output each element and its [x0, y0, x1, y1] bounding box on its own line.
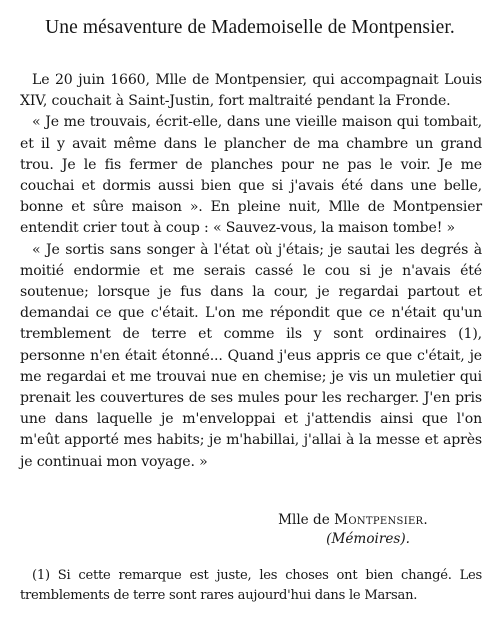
paragraph-intro: Le 20 juin 1660, Mlle de Montpensier, qui accompagnait Louis XIV, couchait à Saint-Justin, fort maltraité pendant la Fronde. — [20, 72, 482, 110]
paragraph-quote-1: « Je me trouvais, écrit-elle, dans une vieille maison qui tombait, et il y avait même dans le plancher de ma chambre un grand trou. Je le fis fermer de planches pour ne pas le voir. Je me couchai et dormis aussi bien que si j'avais été dans une belle, bonne et sûre maison ». En pleine nuit, Mlle de Montpensier entendit crier tout à coup : « Sauvez-vous, la maison tombe! » — [20, 114, 482, 237]
signature-prefix: Mlle de — [278, 512, 335, 528]
paragraph-quote-2: « Je sortis sans songer à l'état où j'étais; je sautai les degrés à moitié endormie et me serais cassé le cou si je n'avais été soutenue; lorsque je fus dans la cour, je regardai partout et demandai ce que c'était. L'on me répondit que ce n'était qu'un tremblement de terre et comme ils y sont ordinaires (1), personne n'en était étonné... Quand j'eus appris ce que c'était, je me regardai et me trouvai nue en chemise; je vis un muletier qui prenait les couvertures de ses mules pour les recharger. J'en pris une dans laquelle je m'enveloppai et j'attendis ainsi que l'on m'eût apporté mes habits; je m'habillai, j'allai à la messe et après je continuai mon voyage. » — [20, 241, 482, 470]
signature-name: Montpensier. — [334, 512, 428, 528]
source-citation: (Mémoires). — [326, 531, 410, 547]
footnote — [20, 566, 482, 605]
body-text — [20, 70, 482, 473]
page-title: Une mésaventure de Mademoiselle de Montpensier. — [45, 17, 455, 38]
footnote-text: (1) Si cette remarque est juste, les choses ont bien changé. Les tremblements de terre sont rares aujourd'hui dans le Marsan. — [20, 568, 482, 603]
signature — [200, 511, 428, 529]
